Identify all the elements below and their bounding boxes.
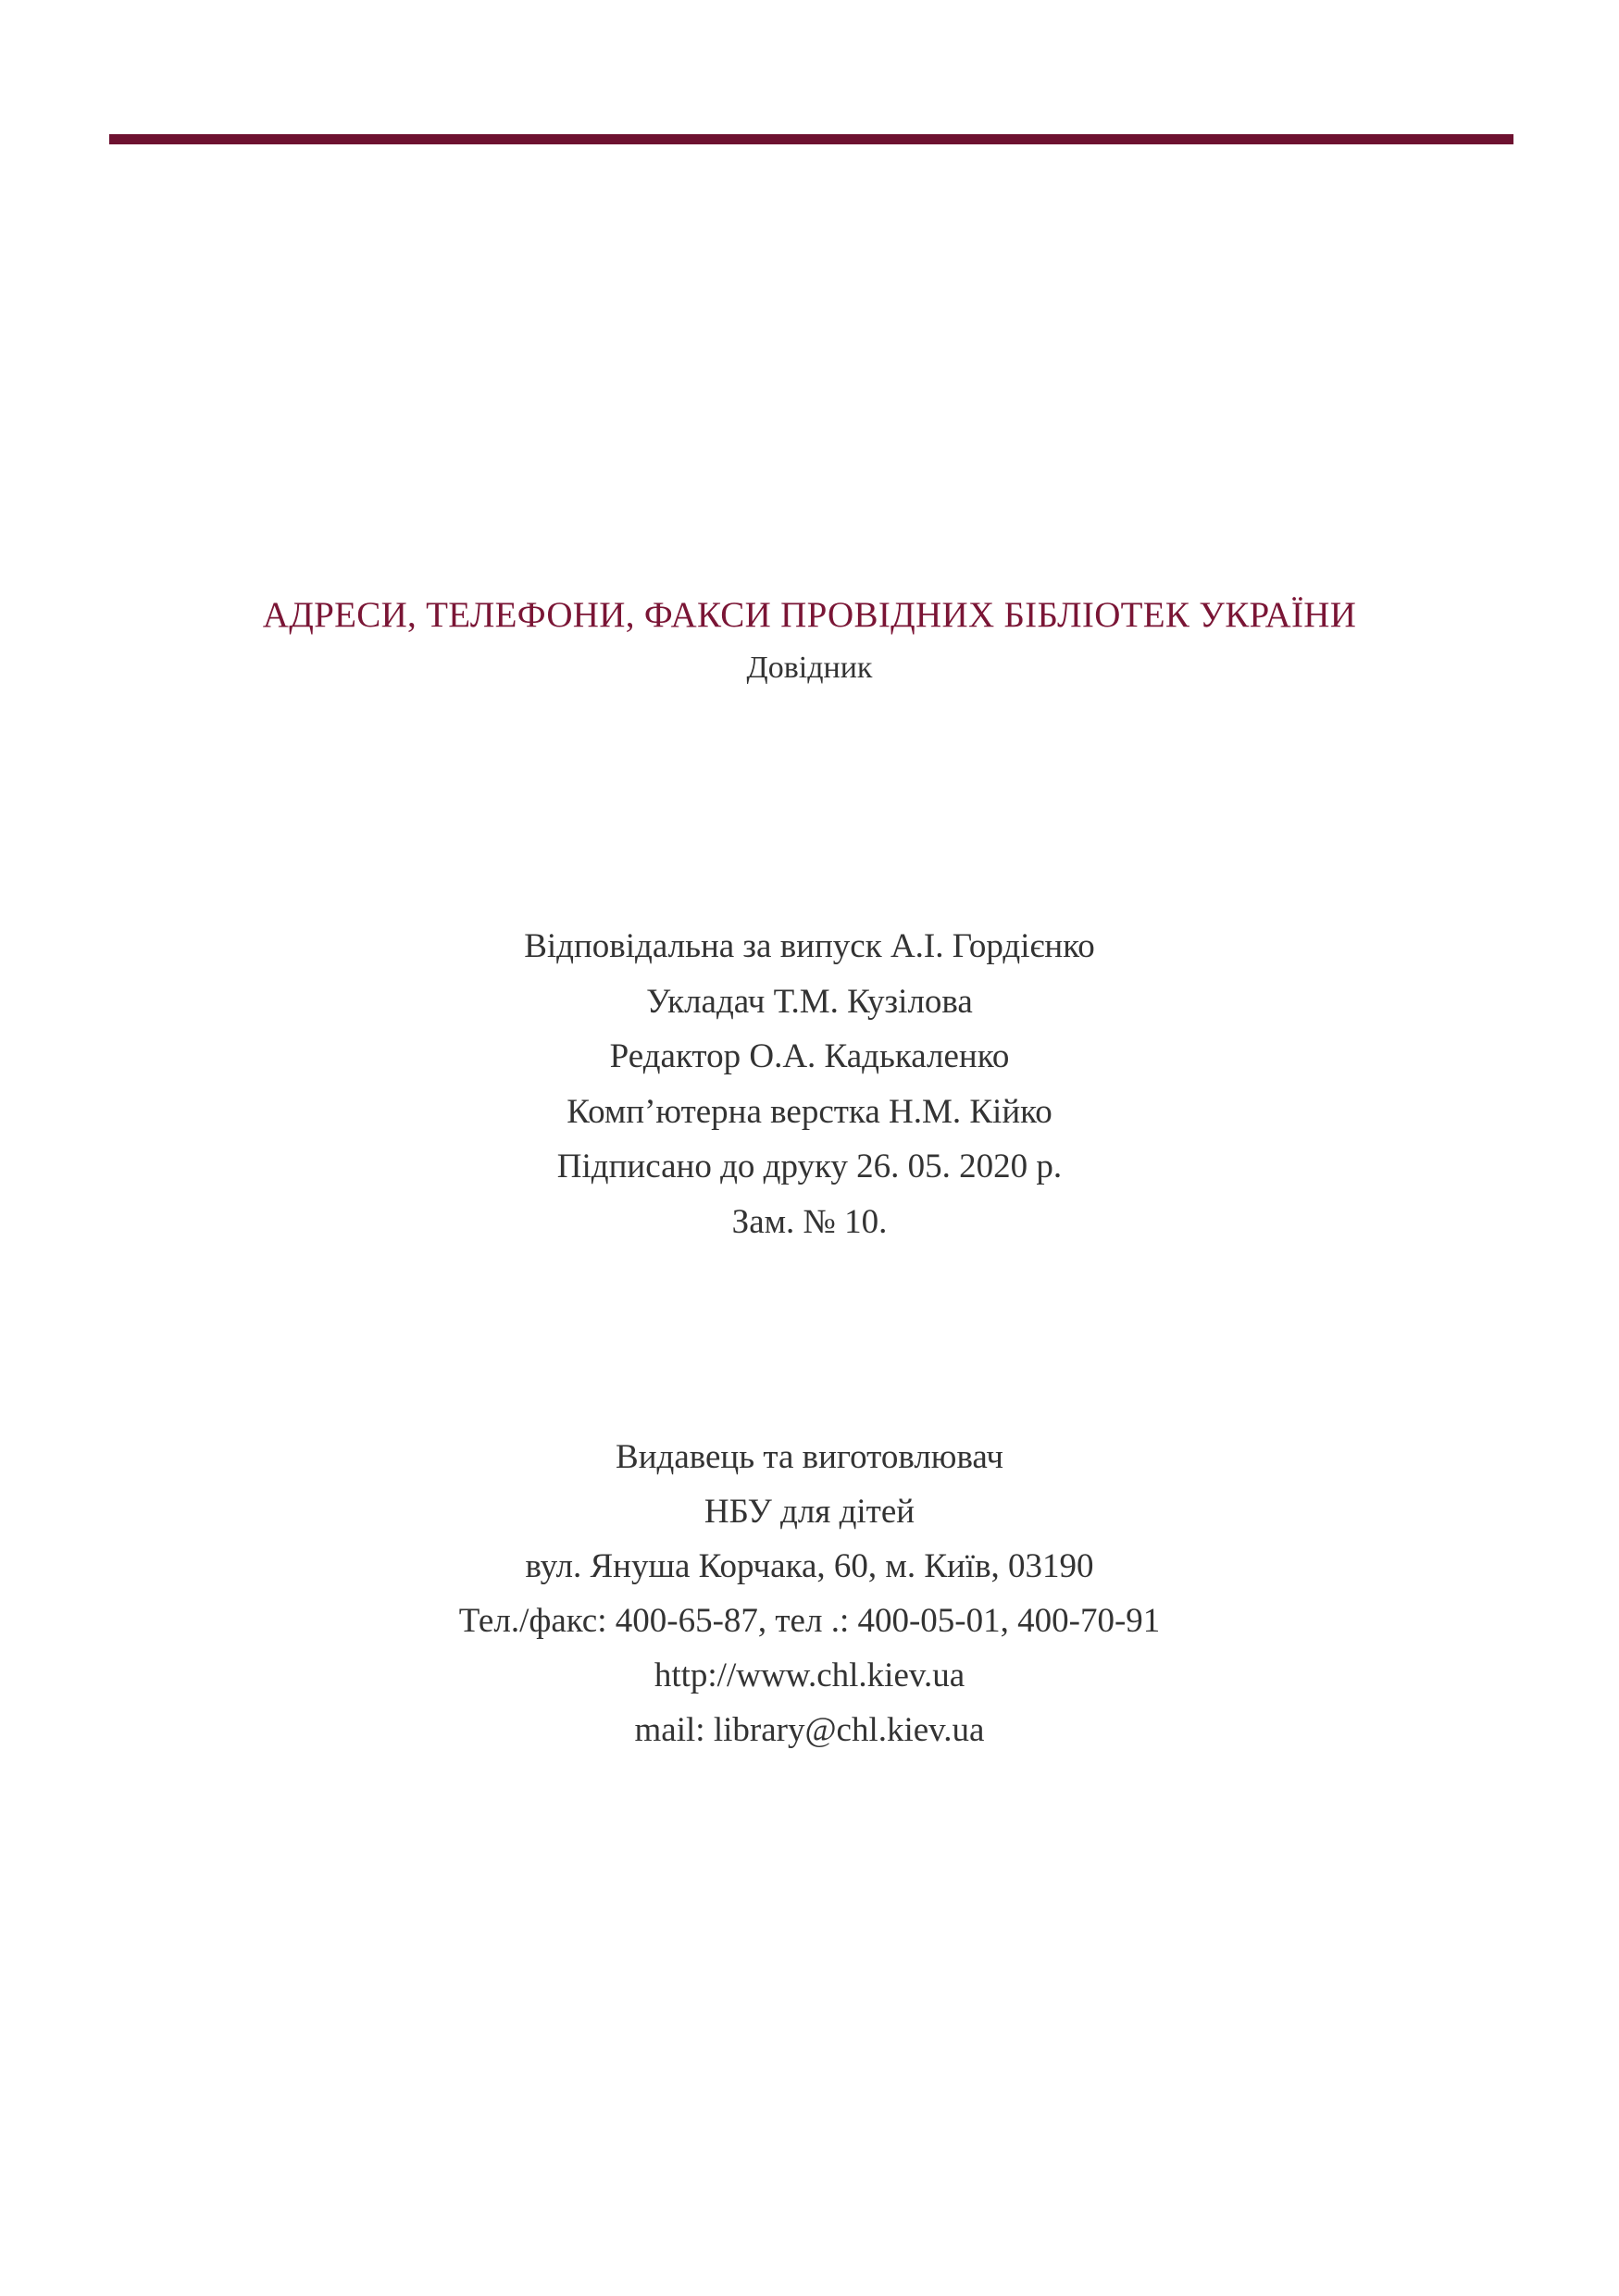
document-subtitle: Довідник <box>746 651 873 685</box>
publisher-label: Видавець та виготовлювач <box>616 1438 1003 1476</box>
publisher-name: НБУ для дітей <box>704 1493 915 1531</box>
publisher-address: вул. Януша Корчака, 60, м. Київ, 03190 <box>525 1547 1094 1585</box>
title-block <box>0 592 1619 689</box>
credits-block <box>0 919 1619 1249</box>
credit-responsible: Відповідальна за випуск А.І. Гордієнко <box>524 927 1095 965</box>
publisher-block <box>0 1430 1619 1757</box>
publisher-phone: Тел./факс: 400-65-87, тел .: 400-05-01, 400-70-91 <box>458 1602 1161 1640</box>
credit-layout: Комп’ютерна верстка Н.М. Кійко <box>567 1092 1052 1131</box>
publisher-website: http://www.chl.kiev.ua <box>654 1657 965 1694</box>
document-title: АДРЕСИ, ТЕЛЕФОНИ, ФАКСИ ПРОВІДНИХ БІБЛІОТЕК УКРАЇНИ <box>262 595 1357 635</box>
credit-signed-date: Підписано до друку 26. 05. 2020 р. <box>556 1148 1063 1185</box>
top-rule <box>109 134 1513 144</box>
credit-editor: Редактор О.А. Кадькаленко <box>609 1037 1010 1075</box>
publisher-email: mail: library@chl.kiev.ua <box>634 1711 985 1749</box>
credit-order-number: Зам. № 10. <box>731 1202 888 1241</box>
credit-compiler: Укладач Т.М. Кузілова <box>646 982 973 1021</box>
